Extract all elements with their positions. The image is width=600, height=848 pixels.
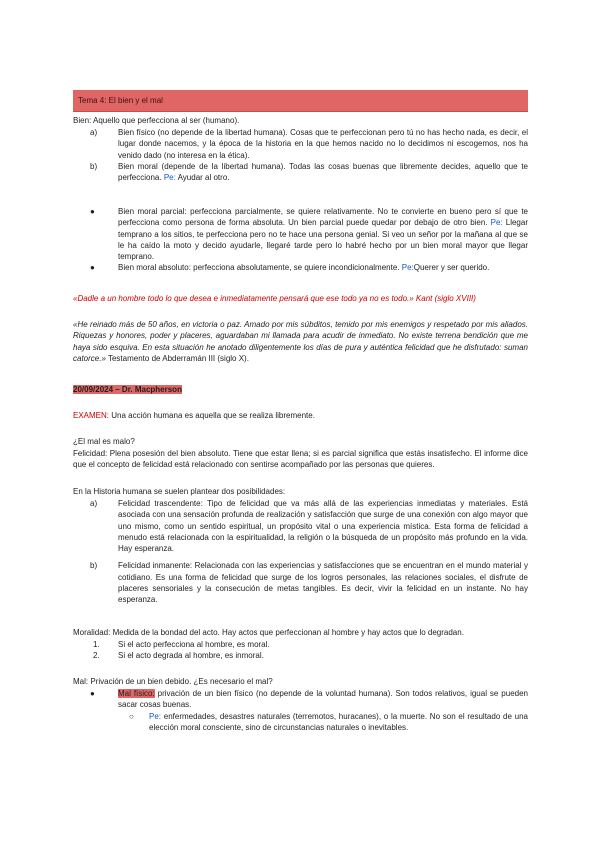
list-item (73, 161, 528, 184)
bullet-marker: ● (90, 207, 95, 216)
bullet-marker: ● (90, 263, 95, 273)
mal-fisico-label: Mal físico: (118, 689, 155, 698)
examen-text: Una acción humana es aquella que se realiza libremente. (109, 411, 315, 420)
bullet-marker: ● (90, 689, 95, 698)
felicidad-types-list (73, 498, 528, 606)
date-line (73, 384, 528, 395)
list-item (73, 711, 528, 734)
list-text: Bien moral (depende de la libertad humana). Todas las cosas buenas que libremente decides, aquello que te perfecciona. (118, 161, 528, 183)
list-text: Si el acto perfecciona al hombre, es moral. (118, 640, 270, 649)
list-text: Felicidad inmanente: Relacionada con las experiencias y satisfacciones que se encuentran en el mundo material y cotidiano. Es una forma de felicidad que surge de los logros personales, las relaciones sociales, el disfrute de placeres sensoriales y la consecución de metas tangibles. Es decir, vivir la felicidad en un instante. No hay esperanza. (118, 561, 528, 605)
list-item (73, 127, 528, 161)
list-marker: 1. (93, 640, 100, 649)
date-highlight: 20/09/2024 – Dr. Macpherson (73, 385, 182, 394)
list-text: Bien físico (no depende de la libertad humana). Cosas que te perfeccionan pero tú no has hecho nada, es decir, el lugar donde nacemos, y la época de la historia en la que hemos nacido no lo decidimos ni escogemos, nos ha venido dado (no interesa en la ética). (118, 128, 528, 160)
quote-text: «He reinado más de 50 años, en victoria o paz. Amado por mis súbditos, temido por mis enemigos y respetado por mis aliados. Riquezas y honores, poder y placeres, aguardaban mi llamada para acudir de inmediato. No existe terrena bendición que me haya sido esquiva. En esta situación he anotado diligentemente los días de pura y auténtica felicidad que he disfrutado: suman catorce.» (73, 320, 528, 363)
list-text: Bien moral absoluto: perfecciona absolutamente, se quiere incondicionalmente. (118, 263, 402, 273)
list-marker: a) (90, 499, 98, 508)
bien-moral-list (73, 206, 528, 274)
list-item (73, 688, 528, 711)
list-marker: a) (90, 128, 98, 137)
moralidad-list (73, 639, 528, 662)
example-label: Pe: (163, 173, 176, 183)
quote-source: Testamento de Abderramán III (siglo X). (105, 353, 249, 363)
mal-list (73, 688, 528, 733)
list-item (73, 560, 528, 605)
list-item (73, 498, 528, 554)
examen-label: EXAMEN: (73, 411, 110, 420)
example-label: Pe: (490, 218, 503, 228)
mal-question: ¿El mal es malo? (73, 437, 135, 446)
list-text: Felicidad trascendente: Tipo de felicidad que va más allá de las experiencias inmediatas y materiales. Está asociada con una sensación profunda de realización y satisfacción que surge de una conexión con algo mayor que uno mismo, como un sentido espiritual, un propósito vital o una experiencia mística. Esta forma de felicidad a menudo está relacionada con la espiritualidad, la religión o la búsqueda de un propósito más profundo en la vida. Hay esperanza. (118, 499, 528, 554)
example-text: Llegar temprano a los sitios, te perfecciona pero no te hace una persona genial. Si veo un señor por la mañana al que se le ha caído la moto y decido ayudarle, llegaré tarde pero lo habré hecho por un bien moral mayor que llegar temprano. (118, 218, 528, 262)
example-label: Pe: (149, 711, 162, 721)
list-item (73, 639, 528, 650)
example-text: enfermedades, desastres naturales (terremotos, huracanes), o la muerte. No son el resultado de una elección moral consciente, sino de circunstancias naturales o inevitables. (149, 711, 528, 732)
list-item (73, 262, 528, 273)
list-item (73, 206, 528, 262)
list-text: Si el acto degrada al hombre, es inmoral. (118, 651, 264, 661)
bien-types-list (73, 127, 528, 183)
bien-definition: Bien: Aquello que perfecciona al ser (humano). (73, 116, 240, 125)
moralidad-definition: Moralidad: Medida de la bondad del acto. Hay actos que perfeccionan al hombre y hay actos que lo degradan. (73, 628, 464, 637)
list-marker: 2. (93, 651, 100, 661)
list-item (73, 650, 528, 661)
list-marker: b) (90, 561, 98, 571)
example-text: Ayudar al otro. (177, 173, 230, 183)
quote-abderraman (73, 319, 528, 364)
sub-bullet-marker: ○ (129, 711, 134, 721)
quote-kant: «Dadle a un hombre todo lo que desea e inmediatamente pensará que ese todo ya no es todo.» Kant (siglo XVIII) (73, 294, 476, 303)
felicidad-definition: Felicidad: Plena posesión del bien absoluto. Tiene que estar llena; si es parcial significa que estás insatisfecho. El informe dice que el concepto de felicidad está relacionado con sentirse acompañado por las personas que quieres. (73, 449, 528, 470)
list-text: Bien moral parcial: perfecciona parcialmente, se quiere relativamente. No te convierte en bueno pero sí que te perfecciona como persona de forma absoluta. Un bien parcial puede quedar por debajo de otro bien. (118, 207, 528, 228)
example-label: Pe: (401, 263, 414, 273)
list-marker: b) (90, 161, 98, 171)
mal-definition: Mal: Privación de un bien debido. ¿Es necesario el mal? (73, 677, 273, 686)
historia-intro: En la Historia humana se suelen plantear dos posibilidades: (73, 487, 286, 496)
page-title: Tema 4: El bien y el mal (78, 96, 163, 105)
list-text: privación de un bien físico (no depende de la voluntad humana). Son todos relativos, igual se pueden sacar cosas buenas. (118, 689, 528, 710)
title-banner (73, 90, 528, 112)
example-text: Querer y ser querido. (413, 263, 490, 273)
examen-note (73, 410, 528, 421)
